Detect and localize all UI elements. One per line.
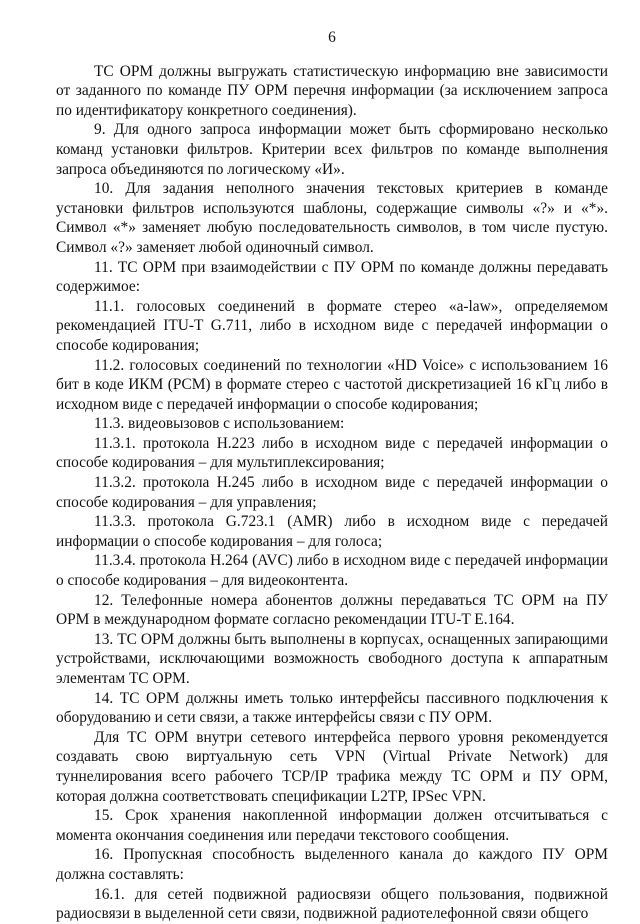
paragraph-11-2: 11.2. голосовых соединений по технологии «HD Voice» с использованием 16 бит в коде ИКМ (PCM) в формате стерео с частотой дискретизацией 16 кГц либо в исходном виде с передачей информации о способе кодирования; (56, 356, 608, 413)
paragraph-16-1: 16.1. для сетей подвижной радиосвязи общего пользования, подвижной радиосвязи в выделенной сети связи, подвижной радиотелефонной связи общего (56, 885, 608, 923)
paragraph-11-3-4: 11.3.4. протокола H.264 (AVC) либо в исходном виде с передачей информации о способе кодирования – для видеоконтента. (56, 552, 608, 590)
paragraph-13: 13. ТС ОРМ должны быть выполнены в корпусах, оснащенных запирающими устройствами, исключающими возможность свободного доступа к аппаратным элементам ТС ОРМ. (56, 630, 608, 687)
paragraph-11-1: 11.1. голосовых соединений в формате стерео «a-law», определяемом рекомендацией ITU-T G.711, либо в исходном виде с передачей информации о способе кодирования; (56, 297, 608, 354)
paragraph-15: 15. Срок хранения накопленной информации должен отсчитываться с момента окончания соединения или передачи текстового сообщения. (56, 807, 608, 844)
paragraph-14: 14. ТС ОРМ должны иметь только интерфейсы пассивного подключения к оборудованию и сети связи, а также интерфейсы связи с ПУ ОРМ. (56, 689, 608, 727)
paragraph-11: 11. ТС ОРМ при взаимодействии с ПУ ОРМ по команде должны передавать содержимое: (56, 258, 608, 296)
paragraph-10: 10. Для задания неполного значения текстовых критериев в команде установки фильтров используются шаблоны, содержащие символы «?» и «*». Символ «*» заменяет любую последовательность символов, в том числе пустую. Символ «?» заменяет любой одиночный символ. (56, 180, 608, 256)
paragraph-11-3-3: 11.3.3. протокола G.723.1 (AMR) либо в исходном виде с передачей информации о способе кодирования – для голоса; (56, 513, 608, 550)
paragraph-11-3: 11.3. видеовызовов с использованием: (94, 415, 345, 433)
paragraph-16: 16. Пропускная способность выделенного канала до каждого ПУ ОРМ должна составлять: (56, 846, 608, 883)
paragraph-11-3-2: 11.3.2. протокола H.245 либо в исходном виде с передачей информации о способе кодирования – для управления; (56, 474, 608, 511)
paragraph-12: 12. Телефонные номера абонентов должны передаваться ТС ОРМ на ПУ ОРМ в международном формате согласно рекомендации ITU-T E.164. (56, 591, 608, 629)
paragraph-14-vpn: Для ТС ОРМ внутри сетевого интерфейса первого уровня рекомендуется создавать свою виртуальную сеть VPN (Virtual Private Network) для туннелирования всего рабочего TCP/IP трафика между ТС ОРМ и ПУ ОРМ, которая должна соответствовать спецификации L2TP, IPSec VPN. (56, 728, 608, 805)
paragraph-statistics-export: ТС ОРМ должны выгружать статистическую информацию вне зависимости от заданного по команде ПУ ОРМ перечня информации (за исключением запроса по идентификатору конкретного соединения). (56, 62, 608, 119)
paragraph-11-3-1: 11.3.1. протокола H.223 либо в исходном виде с передачей информации о способе кодирования – для мультиплексирования; (56, 434, 608, 472)
page-number: 6 (328, 29, 336, 46)
paragraph-9: 9. Для одного запроса информации может быть сформировано несколько команд установки фильтров. Критерии всех фильтров по команде выполнения запроса объединяются по логическому «И». (56, 121, 608, 178)
